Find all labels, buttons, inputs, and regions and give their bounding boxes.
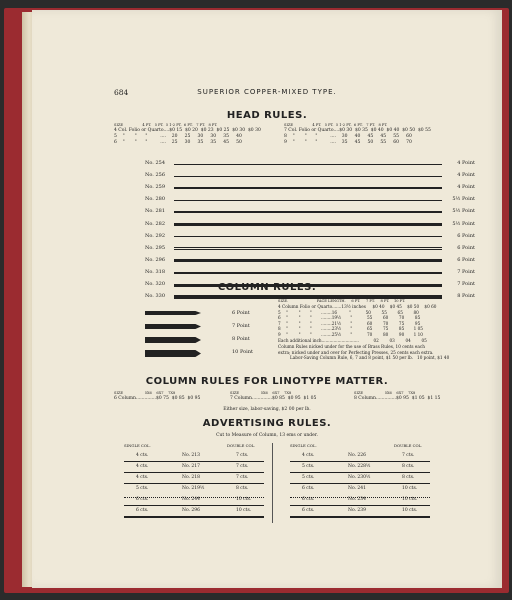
head-rule-sample: [174, 236, 442, 237]
column-rules-table-row: 8 " " " ........23½ " 65 75 85 1 05: [278, 326, 423, 332]
head-rule-number: No. 296: [145, 256, 166, 263]
head-rule-row: [145, 255, 475, 267]
adv-rule-number: No. 219½: [182, 486, 205, 491]
advertising-rule-sample: [124, 516, 264, 518]
head-rule-sample: [174, 211, 442, 213]
column-rule-label: 7 Point: [232, 323, 250, 329]
head-rule-point: 8 Point: [457, 293, 475, 300]
head-rule-point: 4 Point: [457, 184, 475, 191]
head-rule-point: 7 Point: [457, 268, 475, 275]
linotype-row-2: 7 Column..............$0 85 $0 95 $1 05: [230, 396, 317, 401]
linotype-note: Either size, labor-saving, $2 00 per lb.: [223, 407, 311, 412]
advertising-rule-sample: [124, 461, 264, 462]
adv-double-price: 8 cts.: [236, 486, 249, 491]
adv-single-price: 6 cts.: [136, 508, 149, 513]
advertising-divider: [272, 443, 273, 523]
head-rule-sample: [174, 259, 442, 262]
head-rule-number: No. 280: [145, 196, 166, 203]
adv-single-price: 4 cts.: [136, 475, 149, 480]
head-rules-price-header-right: SIZE 4 PT. 5 PT. 5 1-2 PT. 6 PT. 7 PT. 8 PT.: [284, 123, 388, 127]
column-rules-table-row: 7 " " " ........21½ " 60 70 75 95: [278, 320, 421, 326]
linotype-row-3: 8 Column..............$0 95 $1 05 $1 15: [354, 396, 441, 401]
head-rule-row: [145, 194, 475, 206]
adv-single-price: 6 cts.: [302, 497, 315, 502]
head-rule-sample: [174, 176, 442, 177]
adv-double-price: 7 cts.: [402, 453, 415, 458]
advertising-subtitle: Cut to Measure of Column, 13 ems or under.: [216, 433, 318, 438]
column-rules-table-row: 6 " " " ........19½ " 55 60 70 85: [278, 315, 421, 321]
head-rule-number: No. 281: [145, 208, 166, 215]
column-rule-sample: [145, 337, 265, 344]
linotype-row-1: 6 Column..............$0 75 $0 85 $0 95: [114, 396, 201, 401]
adv-left-double-header: DOUBLE COL.: [227, 443, 256, 448]
page-number: 684: [114, 88, 129, 97]
head-rule-point: 6 Point: [457, 244, 475, 251]
head-rules-price-row-left-1: 4 Col. Folio or Quarto....$0 15 $0 20 $0 23 $0 25 $0 30 $0 30: [114, 128, 261, 133]
column-rule-sample: [145, 324, 265, 331]
advertising-rule-sample: [290, 516, 430, 518]
adv-double-price: 10 cts.: [402, 497, 418, 502]
adv-double-price: 7 cts.: [236, 475, 249, 480]
head-rule-number: No. 254: [145, 160, 166, 166]
catalog-page: [32, 10, 502, 588]
adv-single-price: 5 cts.: [302, 464, 315, 469]
linotype-header-2: SIZE 5X6 6X7 7X8: [230, 391, 292, 395]
adv-double-price: 10 cts.: [402, 486, 418, 491]
adv-rule-number: No. 213: [182, 453, 201, 458]
head-rules-price-header-left: SIZE 4 PT. 5 PT. 5 1-2 PT. 6 PT. 7 PT. 8 PT.: [114, 123, 218, 127]
head-rule-number: No. 292: [145, 232, 166, 239]
running-head: SUPERIOR COPPER-MIXED TYPE.: [197, 88, 337, 96]
head-rules-price-row-right-1: 7 Col. Folio or Quarto....$0 30 $0 35 $0 40 $0 40 $0 50 $0 55: [284, 128, 431, 133]
adv-double-price: 10 cts.: [236, 497, 252, 502]
advertising-rule-sample: [290, 461, 430, 462]
head-rule-point: 6 Point: [457, 232, 475, 239]
advertising-rule-sample: [124, 483, 264, 484]
adv-rule-number: No. 239: [348, 508, 367, 513]
adv-rule-number: No. 226: [348, 453, 367, 458]
head-rule-number: No. 318: [145, 268, 166, 275]
column-rules-table-row: 4 Column Folio or Quarto.......13½ inches $0 40 $0 45 $0 50 $0 60: [278, 304, 437, 309]
head-rule-row: [145, 158, 475, 170]
adv-rule-number: No. 296: [182, 508, 201, 513]
adv-single-price: 6 cts.: [136, 497, 149, 502]
adv-single-price: 6 cts.: [302, 508, 315, 513]
head-rule-row: [145, 267, 475, 279]
column-rules-table-row: 9 " " " ........25½ " 70 80 90 1 10: [278, 332, 423, 337]
head-rule-sample: [174, 200, 442, 202]
adv-single-price: 6 cts.: [302, 486, 315, 491]
head-rule-row: [145, 170, 475, 182]
head-rule-sample: [174, 223, 442, 226]
head-rule-row: [145, 219, 475, 231]
column-rule-sample: [145, 311, 265, 318]
head-rules-title: HEAD RULES.: [226, 110, 308, 121]
adv-double-price: 8 cts.: [402, 464, 415, 469]
adv-rule-number: No. 228½: [348, 464, 371, 469]
head-rule-point: 7 Point: [457, 281, 475, 287]
linotype-header-1: SIZE 5X6 6X7 7X8: [114, 391, 176, 395]
adv-rule-number: No. 217: [182, 464, 201, 469]
head-rule-row: [145, 206, 475, 218]
head-rules-price-row-right-2: 8 " " " .... 30 40 45 45 55 60: [284, 134, 412, 139]
adv-left-single-header: SINGLE COL.: [124, 443, 151, 448]
adv-right-double-header: DOUBLE COL.: [394, 443, 423, 448]
column-rule-label: 6 Point: [232, 310, 250, 316]
advertising-rule-sample: [290, 472, 430, 473]
advertising-title: ADVERTISING RULES.: [202, 418, 332, 429]
advertising-rule-sample: [290, 483, 430, 484]
head-rule-sample: [174, 164, 442, 165]
adv-double-price: 7 cts.: [236, 464, 249, 469]
head-rules-price-row-left-3: 6 " " " .... 25 30 35 35 45 50: [114, 140, 242, 145]
adv-right-single-header: SINGLE COL.: [290, 443, 317, 448]
adv-single-price: 4 cts.: [302, 453, 315, 458]
column-rules-title: COLUMN RULES.: [217, 282, 317, 293]
column-rules-note: extra; nicked under and over for Perfecting Presses, 25 cents each extra.: [278, 349, 434, 355]
head-rule-row: [145, 182, 475, 194]
head-rule-point: 4 Point: [457, 172, 475, 179]
advertising-rule-sample: [124, 472, 264, 473]
adv-single-price: 5 cts.: [302, 475, 315, 480]
head-rule-point: 6 Point: [457, 256, 475, 263]
advertising-rule-sample: [290, 505, 430, 506]
head-rule-point: 5½ Point: [452, 208, 475, 215]
column-rules-table-row: 5 " " " ........16 " 50 55 65 80: [278, 309, 419, 315]
head-rule-number: No. 320: [145, 281, 166, 287]
head-rules-price-row-right-3: 9 " " " .... 35 45 50 55 60 70: [284, 140, 412, 145]
column-rules-table-row: Each additional inch............................ 02 03 04 05: [278, 337, 427, 343]
head-rule-number: No. 256: [145, 172, 166, 179]
adv-rule-number: No. 230½: [348, 475, 371, 480]
adv-rule-number: No. 234: [348, 497, 367, 502]
column-rules-note: Labor-Saving Column Rule, 6, 7 and 8 point, $1 50 per lb. 10 point, $1 40: [290, 355, 450, 361]
head-rule-number: No. 295: [145, 244, 166, 251]
head-rule-number: No. 330: [145, 293, 166, 300]
advertising-rule-sample: [124, 505, 264, 506]
head-rule-point: 5½ Point: [452, 196, 475, 203]
adv-single-price: 4 cts.: [136, 464, 149, 469]
adv-rule-number: No. 241: [348, 486, 367, 491]
column-rule-shape: [145, 324, 201, 329]
head-rule-sample: [174, 187, 442, 189]
head-rule-number: No. 282: [145, 220, 166, 227]
head-rule-row: [145, 231, 475, 243]
adv-single-price: 5 cts.: [136, 486, 149, 491]
linotype-title: COLUMN RULES FOR LINOTYPE MATTER.: [145, 376, 389, 387]
column-rules-note: Column Rules nicked under for the use of Brass Rules, 10 cents each: [278, 344, 425, 349]
column-rule-shape: [145, 337, 201, 343]
adv-double-price: 8 cts.: [402, 475, 415, 480]
linotype-header-3: SIZE 5X6 6X7 7X8: [354, 391, 416, 395]
head-rule-point: 5½ Point: [452, 220, 475, 227]
head-rules-price-row-left-2: 5 " " " .... 20 25 30 30 35 40: [114, 134, 242, 139]
adv-rule-number: No. 218: [182, 475, 201, 480]
adv-double-price: 10 cts.: [402, 508, 418, 513]
column-rule-label: 10 Point: [232, 349, 253, 355]
adv-single-price: 4 cts.: [136, 453, 149, 458]
column-rule-shape: [145, 311, 201, 315]
adv-double-price: 7 cts.: [236, 453, 249, 458]
column-rules-table-header: SIZE. FACE LENGTH. 6 PT. 7 PT. 8 PT. 10 PT.: [278, 299, 406, 303]
head-rule-sample: [174, 247, 442, 250]
column-rule-shape: [145, 350, 201, 357]
adv-rule-number: No. 244: [182, 497, 201, 502]
head-rule-number: No. 259: [145, 184, 166, 191]
head-rule-point: 4 Point: [457, 160, 475, 166]
column-rule-label: 8 Point: [232, 336, 250, 342]
head-rule-row: [145, 243, 475, 255]
head-rule-sample: [174, 272, 442, 274]
adv-double-price: 10 cts.: [236, 508, 252, 513]
column-rule-sample: [145, 350, 265, 357]
